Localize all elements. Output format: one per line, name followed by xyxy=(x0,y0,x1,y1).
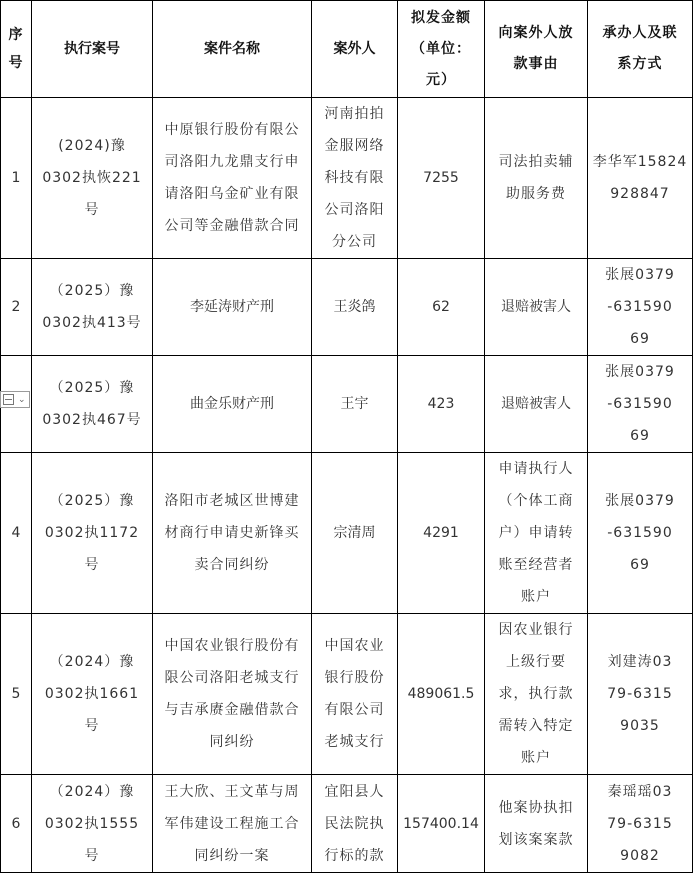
cell-case-no: （2025）豫0302执413号 xyxy=(32,259,153,356)
cell-amount: 423 xyxy=(398,356,485,453)
cell-case-name: 李延涛财产刑 xyxy=(153,259,312,356)
chevron-down-icon: ⌄ xyxy=(18,394,26,405)
cell-outsider: 宜阳县人民法院执行标的款 xyxy=(312,775,398,873)
cell-case-no: （2025）豫0302执1172号 xyxy=(32,453,153,614)
cell-reason: 退赔被害人 xyxy=(485,356,588,453)
cell-seq: 2 xyxy=(1,259,32,356)
header-case-name: 案件名称 xyxy=(153,1,312,98)
cell-case-no: （2024）豫0302执1661号 xyxy=(32,614,153,775)
cell-reason: 因农业银行上级行要求，执行款需转入特定账户 xyxy=(485,614,588,775)
cell-seq: 1 xyxy=(1,98,32,259)
cell-amount: 4291 xyxy=(398,453,485,614)
table-row xyxy=(1,775,693,873)
table-row xyxy=(1,614,693,775)
table-row-handle-icon xyxy=(3,394,14,405)
cell-case-name: 中国农业银行股份有限公司洛阳老城支行与吉承赓金融借款合同纠纷 xyxy=(153,614,312,775)
cell-outsider: 中国农业银行股份有限公司老城支行 xyxy=(312,614,398,775)
cell-outsider: 王炎鸽 xyxy=(312,259,398,356)
table-row xyxy=(1,98,693,259)
cell-handler: 李华军15824928847 xyxy=(588,98,693,259)
cell-reason: 退赔被害人 xyxy=(485,259,588,356)
cell-amount: 7255 xyxy=(398,98,485,259)
cell-case-no: (2024)豫0302执恢221号 xyxy=(32,98,153,259)
cell-reason: 他案协执扣划该案案款 xyxy=(485,775,588,873)
row-handle-button[interactable] xyxy=(0,391,30,408)
cell-case-name: 曲金乐财产刑 xyxy=(153,356,312,453)
header-reason: 向案外人放款事由 xyxy=(485,1,588,98)
cell-reason: 司法拍卖辅助服务费 xyxy=(485,98,588,259)
cell-handler: 张展0379-63159069 xyxy=(588,259,693,356)
table-row xyxy=(1,453,693,614)
cell-outsider: 王宇 xyxy=(312,356,398,453)
header-case-no: 执行案号 xyxy=(32,1,153,98)
cell-seq: 4 xyxy=(1,453,32,614)
header-seq: 序号 xyxy=(1,1,32,98)
header-handler: 承办人及联系方式 xyxy=(588,1,693,98)
cell-handler: 张展0379-63159069 xyxy=(588,453,693,614)
header-outsider: 案外人 xyxy=(312,1,398,98)
cell-case-no: （2025）豫0302执467号 xyxy=(32,356,153,453)
cell-reason: 申请执行人（个体工商户）申请转账至经营者账户 xyxy=(485,453,588,614)
cell-case-name: 洛阳市老城区世博建材商行申请史新锋买卖合同纠纷 xyxy=(153,453,312,614)
table-row xyxy=(1,259,693,356)
cell-outsider: 河南拍拍金服网络科技有限公司洛阳分公司 xyxy=(312,98,398,259)
cell-case-name: 中原银行股份有限公司洛阳九龙鼎支行申请洛阳乌金矿业有限公司等金融借款合同 xyxy=(153,98,312,259)
cell-handler: 张展0379-63159069 xyxy=(588,356,693,453)
header-row xyxy=(1,1,693,98)
header-amount: 拟发金额（单位：元） xyxy=(398,1,485,98)
cell-handler: 秦瑶瑶0379-63159082 xyxy=(588,775,693,873)
cell-amount: 489061.5 xyxy=(398,614,485,775)
cell-seq: 5 xyxy=(1,614,32,775)
cell-outsider: 宗清周 xyxy=(312,453,398,614)
cell-handler: 刘建涛0379-63159035 xyxy=(588,614,693,775)
table-row xyxy=(1,356,693,453)
cell-amount: 157400.14 xyxy=(398,775,485,873)
cell-case-name: 王大欣、王文革与周军伟建设工程施工合同纠纷一案 xyxy=(153,775,312,873)
cell-amount: 62 xyxy=(398,259,485,356)
cell-case-no: （2024）豫0302执1555号 xyxy=(32,775,153,873)
cell-seq: 6 xyxy=(1,775,32,873)
